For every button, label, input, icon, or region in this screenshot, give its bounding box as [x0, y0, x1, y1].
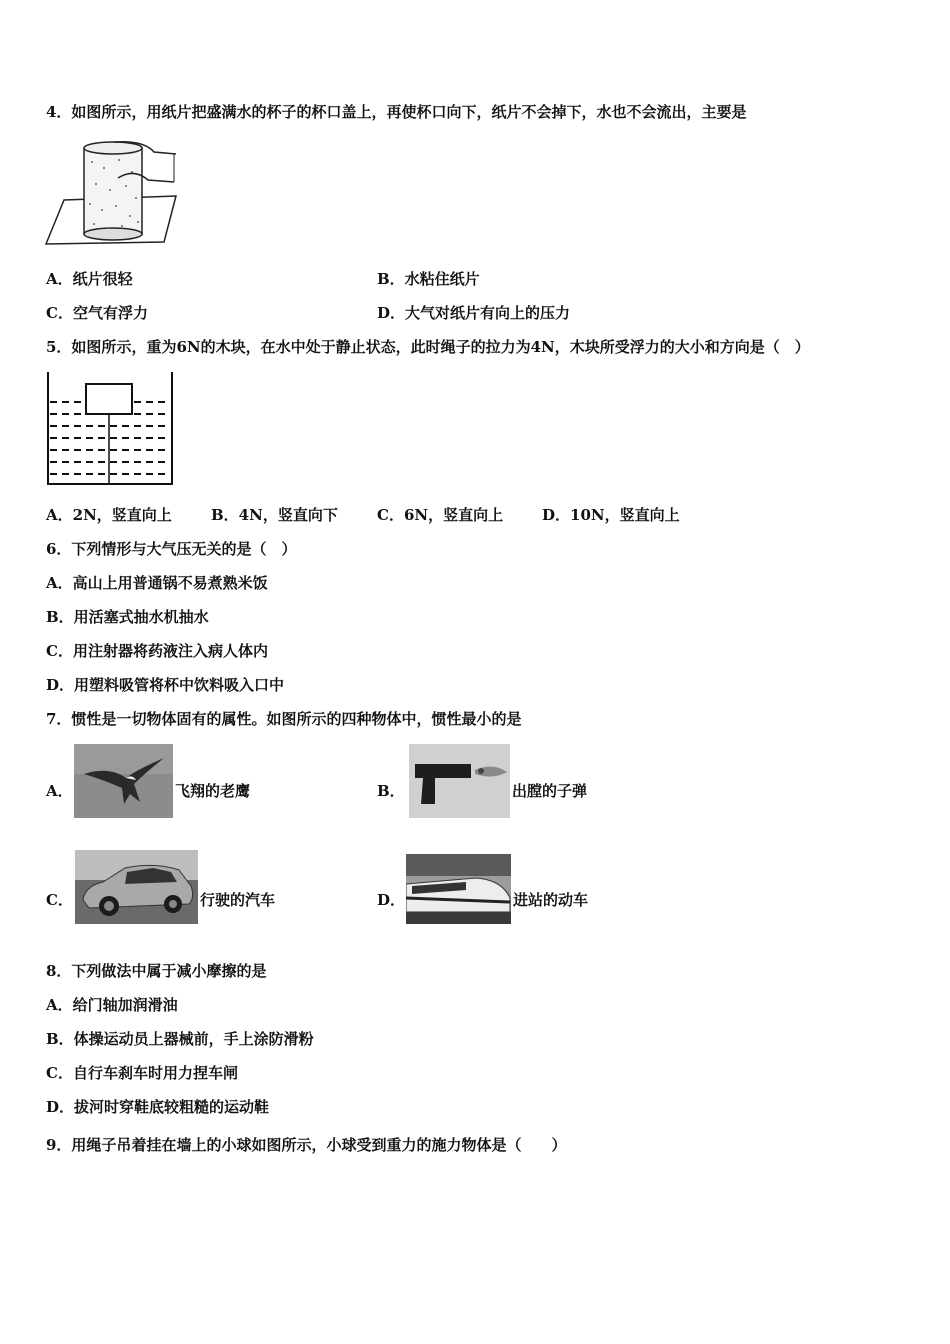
- q6-option-b: B．用活塞式抽水机抽水: [46, 608, 209, 626]
- q7-stem: 7．惯性是一切物体固有的属性。如图所示的四种物体中，惯性最小的是: [46, 710, 522, 728]
- q7-option-d-letter: D．: [377, 891, 406, 909]
- cup-paper-figure: [44, 138, 179, 248]
- q4-stem: 4．如图所示，用纸片把盛满水的杯子的杯口盖上，再使杯口向下，纸片不会掉下，水也不会流出，主要是: [46, 103, 747, 121]
- q7-option-a-letter: A．: [46, 782, 73, 800]
- q7-option-b-letter: B．: [377, 782, 405, 800]
- train-photo: [406, 854, 511, 924]
- q8-option-c: C．自行车刹车时用力捏车闸: [46, 1064, 238, 1082]
- bullet-photo: [409, 744, 510, 818]
- q7-option-d-text: 进站的动车: [513, 891, 589, 909]
- q8-option-b: B．体操运动员上器械前，手上涂防滑粉: [46, 1030, 314, 1048]
- q4-option-b: B．水粘住纸片: [377, 270, 480, 288]
- q4-option-a: A．纸片很轻: [46, 270, 133, 288]
- q5-option-c: C．6N，竖直向上: [377, 506, 504, 524]
- q7-option-c-letter: C．: [46, 891, 73, 909]
- q5-stem: 5．如图所示，重为6N的木块，在水中处于静止状态，此时绳子的拉力为4N，木块所受浮力的大小和方向是（ ）: [46, 338, 810, 356]
- q6-option-d: D．用塑料吸管将杯中饮料吸入口中: [46, 676, 285, 694]
- q5-option-d: D．10N，竖直向上: [542, 506, 680, 524]
- q5-option-a: A．2N，竖直向上: [46, 506, 172, 524]
- q7-option-b-text: 出膛的子弹: [512, 782, 588, 800]
- q6-stem: 6．下列情形与大气压无关的是（ ）: [46, 540, 297, 558]
- q4-option-d: D．大气对纸片有向上的压力: [377, 304, 571, 322]
- q9-stem: 9．用绳子吊着挂在墙上的小球如图所示，小球受到重力的施力物体是（ ）: [46, 1136, 567, 1154]
- q7-option-a-text: 飞翔的老鹰: [175, 782, 251, 800]
- q7-option-c-text: 行驶的汽车: [200, 891, 276, 909]
- q4-option-c: C．空气有浮力: [46, 304, 148, 322]
- q8-option-d: D．拔河时穿鞋底较粗糙的运动鞋: [46, 1098, 270, 1116]
- q8-stem: 8．下列做法中属于减小摩擦的是: [46, 962, 267, 980]
- wood-block-in-water-figure: [46, 372, 174, 486]
- q6-option-a: A．高山上用普通锅不易煮熟米饭: [46, 574, 268, 592]
- q5-option-b: B．4N，竖直向下: [211, 506, 338, 524]
- q8-option-a: A．给门轴加润滑油: [46, 996, 178, 1014]
- eagle-photo: [74, 744, 173, 818]
- car-photo: [75, 850, 198, 924]
- q6-option-c: C．用注射器将药液注入病人体内: [46, 642, 268, 660]
